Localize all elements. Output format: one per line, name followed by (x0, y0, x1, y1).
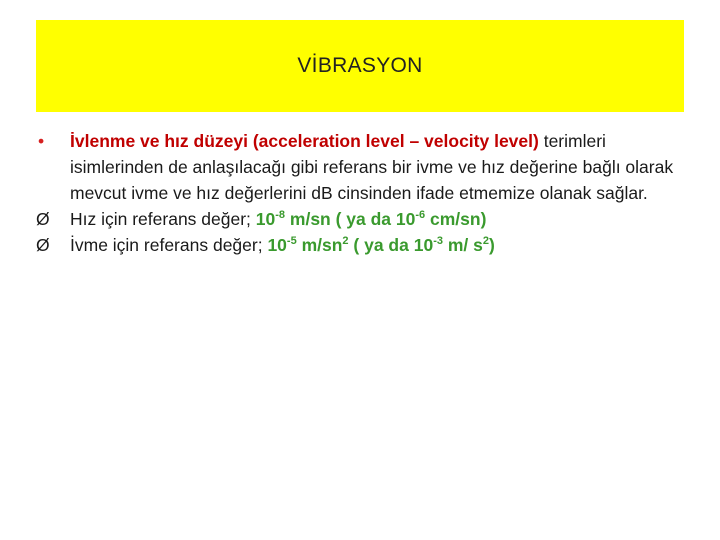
velocity-value-2-base: 10 (395, 209, 416, 229)
arrow-bullet-icon: Ø (36, 209, 50, 229)
title-banner (36, 20, 684, 112)
slide-title: VİBRASYON (297, 54, 423, 77)
slide-content (34, 128, 694, 258)
acceleration-close-paren: ) (488, 235, 495, 255)
acceleration-value-1-unit: m/sn (296, 235, 343, 255)
term-highlight: İvlenme ve hız düzeyi (acceleration level – velocity level) (70, 131, 539, 151)
acceleration-value-2-unit-exponent: 2 (482, 235, 489, 247)
arrow-bullet-icon: Ø (36, 235, 50, 255)
bullet-dot-icon: • (38, 131, 45, 151)
velocity-reference-values (256, 209, 487, 229)
velocity-value-1-base: 10 (255, 209, 276, 229)
velocity-reference-label: Hız için referans değer; (70, 209, 256, 229)
velocity-value-2-exponent: -6 (415, 209, 426, 221)
bullet-item-velocity-reference (34, 206, 694, 232)
acceleration-value-1-base: 10 (267, 235, 287, 255)
acceleration-value-1-unit-exponent: 2 (342, 235, 349, 247)
acceleration-reference-label: İvme için referans değer; (70, 235, 268, 255)
acceleration-value-1-exponent: -5 (286, 235, 297, 247)
acceleration-reference-values (267, 235, 494, 255)
acceleration-value-2-unit: m/ s (442, 235, 483, 255)
velocity-value-1-exponent: -8 (275, 209, 286, 221)
definition-text: terimleri isimlerinden de anlaşılacağı gibi referans bir ivme ve hız değerine bağlı olarak mevcut ivme ve hız değerlerini dB cinsinden ifade etmemize olanak sağlar. (70, 131, 674, 203)
velocity-value-2-unit: cm/sn) (425, 209, 487, 229)
acceleration-value-2-exponent: -3 (433, 235, 443, 247)
acceleration-or-text: ( ya da (348, 235, 414, 255)
bullet-item-definition (34, 128, 694, 206)
bullet-item-acceleration-reference (34, 232, 694, 258)
acceleration-value-2-base: 10 (413, 235, 434, 255)
velocity-value-1-unit: m/sn ( ya da (285, 209, 396, 229)
